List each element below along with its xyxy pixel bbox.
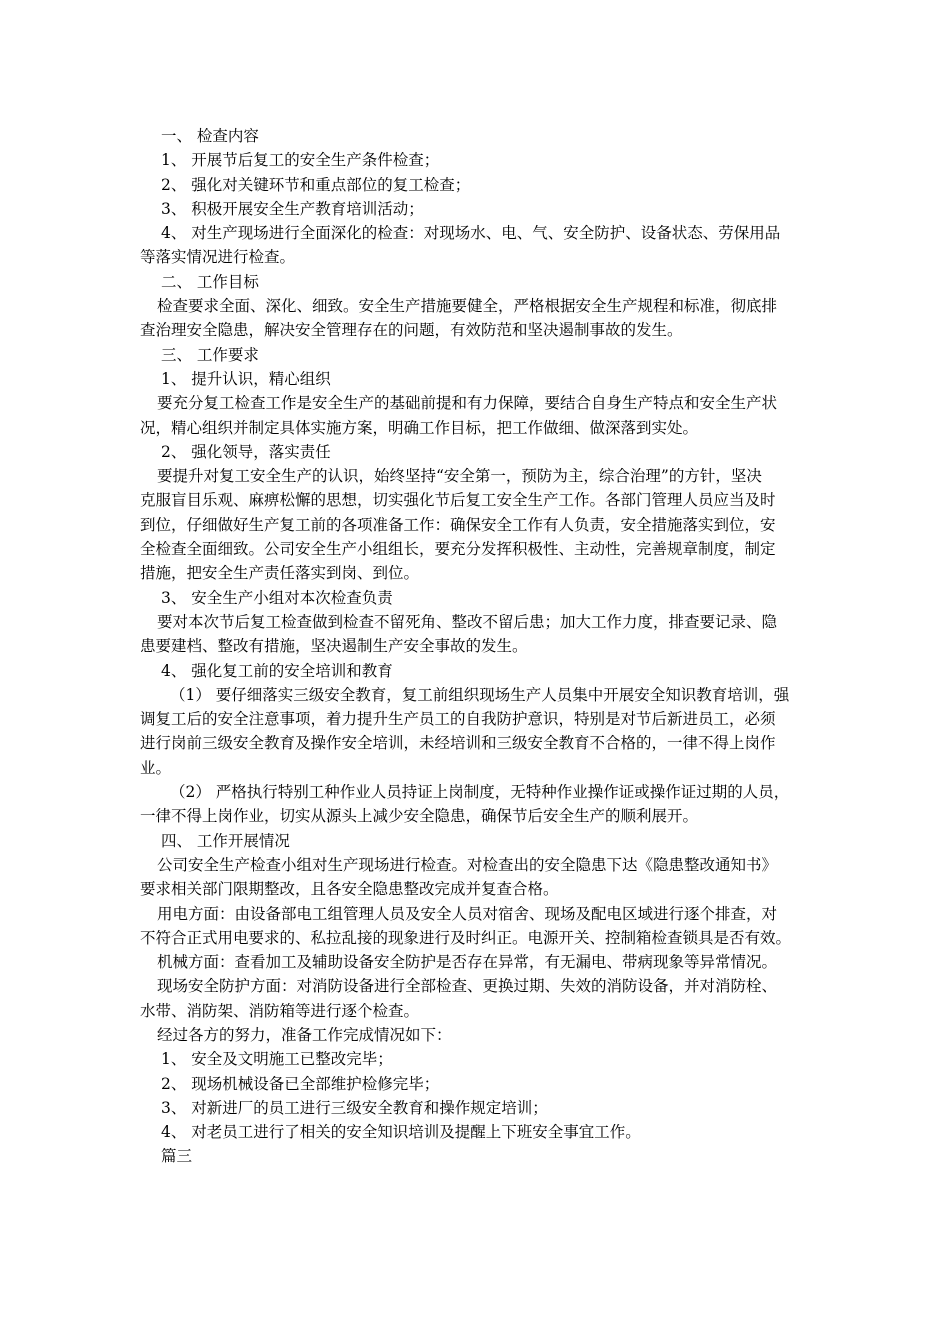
paragraph-line: 业。 (140, 758, 172, 777)
section-heading: 篇三 (161, 1147, 193, 1166)
list-item: 4、 对老员工进行了相关的安全知识培训及提醒上下班安全事宜工作。 (161, 1123, 641, 1142)
list-item: 1、 提升认识，精心组织 (161, 369, 331, 388)
list-item: 2、 强化领导，落实责任 (161, 442, 331, 461)
paragraph-line: 4、 对生产现场进行全面深化的检查：对现场水、电、气、安全防护、设备状态、劳保用品 (161, 224, 781, 243)
paragraph-line: 调复工后的安全注意事项，着力提升生产员工的自我防护意识，特别是对节后新进员工，必须 (140, 710, 776, 729)
section-heading: 二、 工作目标 (161, 272, 259, 291)
paragraph-line: 患要建档、整改有措施，坚决遏制生产安全事故的发生。 (140, 637, 528, 656)
list-item: 2、 现场机械设备已全部维护检修完毕； (161, 1074, 440, 1093)
list-item: 3、 对新进厂的员工进行三级安全教育和操作规定培训； (161, 1098, 548, 1117)
paragraph-line: 公司安全生产检查小组对生产现场进行检查。对检查出的安全隐患下达《隐患整改通知书》 (157, 855, 778, 874)
paragraph-line: 全检查全面细致。公司安全生产小组组长，要充分发挥积极性、主动性，完善规章制度，制定 (140, 540, 776, 559)
section-heading: 四、 工作开展情况 (161, 831, 290, 850)
paragraph-line: 查治理安全隐患，解决安全管理存在的问题，有效防范和坚决遏制事故的发生。 (140, 321, 683, 340)
list-item: 1、 安全及文明施工已整改完毕； (161, 1050, 393, 1069)
paragraph-line: （2） 严格执行特别工种作业人员持证上岗制度，无特种作业操作证或操作证过期的人员， (170, 783, 790, 802)
list-item: 2、 强化对关键环节和重点部位的复工检查； (161, 175, 471, 194)
list-item: 3、 安全生产小组对本次检查负责 (161, 588, 393, 607)
paragraph-line: 不符合正式用电要求的、私拉乱接的现象进行及时纠正。电源开关、控制箱检查锁具是否有效。 (140, 928, 792, 947)
paragraph-line: 要充分复工检查工作是安全生产的基础前提和有力保障，要结合自身生产特点和安全生产状 (157, 394, 778, 413)
paragraph-line: 等落实情况进行检查。 (140, 248, 296, 267)
document-body (140, 124, 805, 1169)
paragraph-line: 现场安全防护方面：对消防设备进行全部检查、更换过期、失效的消防设备，并对消防栓、 (157, 977, 778, 996)
list-item: 3、 积极开展安全生产教育培训活动； (161, 199, 424, 218)
paragraph-line: 进行岗前三级安全教育及操作安全培训，未经培训和三级安全教育不合格的，一律不得上岗作 (140, 734, 776, 753)
paragraph-line: 况，精心组织并制定具体实施方案，明确工作目标，把工作做细、做深落到实处。 (140, 418, 699, 437)
paragraph-line: 要提升对复工安全生产的认识，始终坚持“安全第一，预防为主，综合治理”的方针，坚决 (157, 467, 762, 486)
paragraph-line: 到位，仔细做好生产复工前的各项准备工作：确保安全工作有人负责，安全措施落实到位，安 (140, 515, 776, 534)
paragraph-line: 机械方面：查看加工及辅助设备安全防护是否存在异常，有无漏电、带病现象等异常情况。 (157, 953, 778, 972)
paragraph-line: 用电方面：由设备部电工组管理人员及安全人员对宿舍、现场及配电区域进行逐个排查，对 (157, 904, 778, 923)
section-heading: 一、 检查内容 (161, 127, 259, 145)
paragraph-line: 要对本次节后复工检查做到检查不留死角、整改不留后患；加大工作力度，排查要记录、隐 (157, 612, 778, 631)
paragraph-line: 一律不得上岗作业，切实从源头上减少安全隐患，确保节后安全生产的顺利展开。 (140, 807, 699, 826)
paragraph-line: 措施，把安全生产责任落实到岗、到位。 (140, 564, 420, 583)
section-heading: 三、 工作要求 (161, 345, 259, 364)
paragraph-line: 克服盲目乐观、麻痹松懈的思想，切实强化节后复工安全生产工作。各部门管理人员应当及时 (140, 491, 776, 510)
list-item: 1、 开展节后复工的安全生产条件检查； (161, 151, 440, 170)
paragraph-line: 经过各方的努力，准备工作完成情况如下： (157, 1025, 452, 1044)
paragraph-line: 要求相关部门限期整改，且各安全隐患整改完成并复查合格。 (140, 880, 559, 899)
paragraph-line: 检查要求全面、深化、细致。安全生产措施要健全，严格根据安全生产规程和标准，彻底排 (157, 297, 778, 316)
list-item: 4、 强化复工前的安全培训和教育 (161, 661, 393, 680)
paragraph-line: 水带、消防架、消防箱等进行逐个检查。 (140, 1001, 420, 1020)
paragraph-line: （1） 要仔细落实三级安全教育，复工前组织现场生产人员集中开展安全知识教育培训，强 (170, 685, 790, 704)
